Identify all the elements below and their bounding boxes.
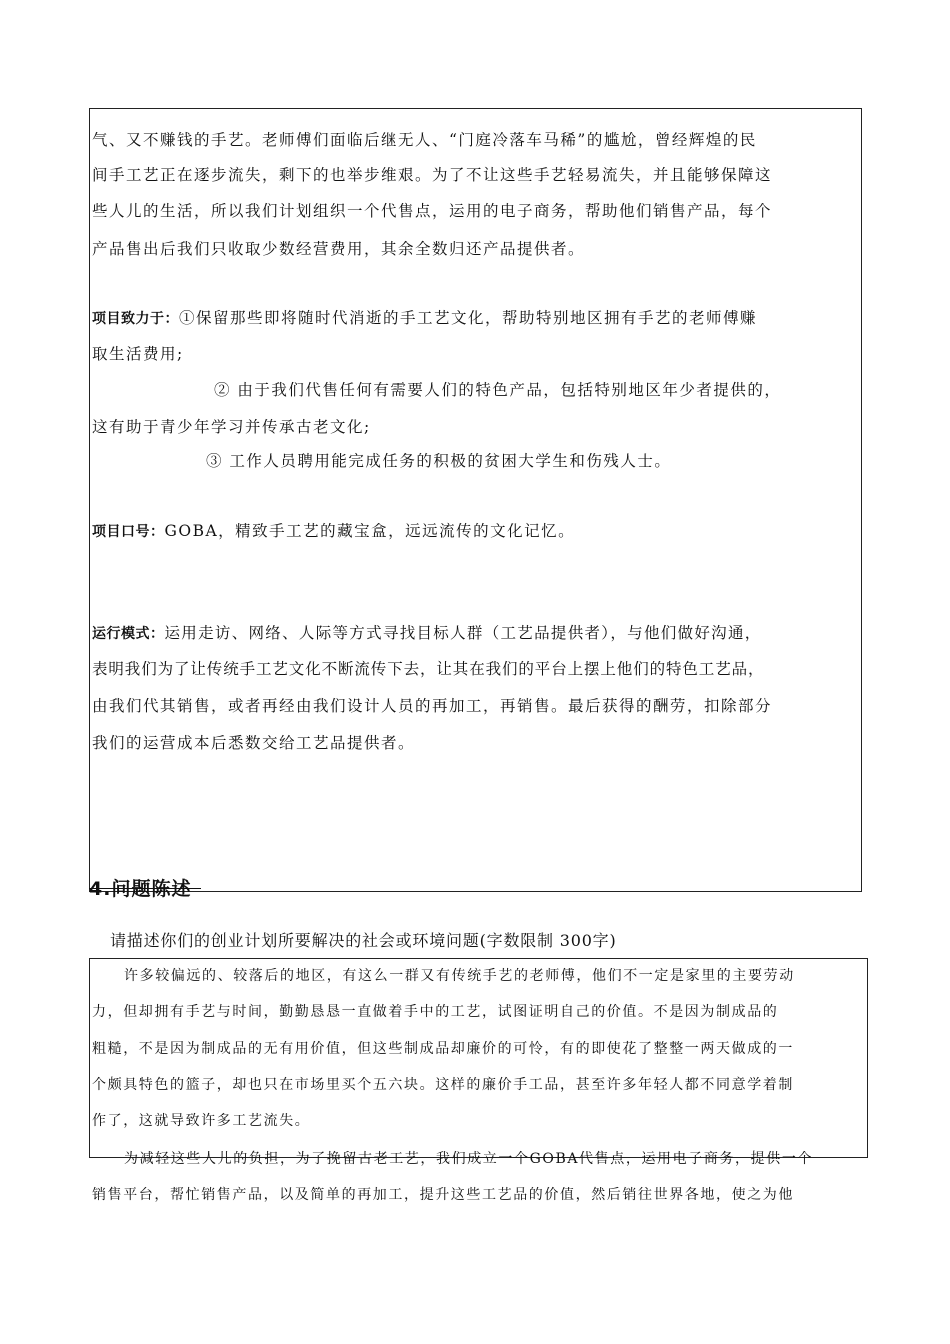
slogan-line [92,521,575,542]
aim-line-2: 取生活费用; [92,345,184,363]
aim-label: 项目致力于： [92,311,179,327]
answer-line-3: 粗糙，不是因为制成品的无有用价值，但这些制成品却廉价的可怜，有的即使花了整整一两天做成的一 [92,1041,794,1057]
aim-line-4: 这有助于青少年学习并传承古老文化; [92,418,371,436]
intro-line-2: 间手工艺正在逐步流失，剩下的也举步维艰。为了不让这些手艺轻易流失，并且能够保障这 [92,166,773,184]
section-prompt: 请描述你们的创业计划所要解决的社会或环境问题(字数限制 300字) [110,931,617,950]
slogan-text: GOBA，精致手工艺的藏宝盒，远远流传的文化记忆。 [164,522,576,540]
answer-line-6: 为减轻这些人儿的负担，为了挽留古老工艺，我们成立一个GOBA代售点，运用电子商务，提供一个 [124,1151,814,1167]
answer-line-4: 个颇具特色的篮子，却也只在市场里买个五六块。这样的廉价手工品，甚至许多年轻人都不同意学着制 [92,1077,794,1093]
intro-line-4: 产品售出后我们只收取少数经营费用，其余全数归还产品提供者。 [92,240,586,258]
intro-line-3: 些人儿的生活，所以我们计划组织一个代售点，运用的电子商务，帮助他们销售产品，每个 [92,202,773,220]
answer-line-1: 许多较偏远的、较落后的地区，有这么一群又有传统手艺的老师傅，他们不一定是家里的主要劳动 [124,968,795,984]
mode-line-3: 由我们代其销售，或者再经由我们设计人员的再加工，再销售。最后获得的酬劳，扣除部分 [92,697,773,715]
project-description-box [89,108,862,892]
aim-line-3: ② 由于我们代售任何有需要人们的特色产品，包括特别地区年少者提供的， [214,381,782,399]
section-heading: 4.问题陈述 [89,878,192,900]
aim-line-5: ③ 工作人员聘用能完成任务的积极的贫困大学生和伤残人士。 [206,452,672,470]
mode-line-1 [92,623,762,644]
mode-text-1: 运用走访、网络、人际等方式寻找目标人群（工艺品提供者），与他们做好沟通， [164,624,762,642]
slogan-label: 项目口号： [92,524,165,540]
aim-line-1 [92,308,757,329]
mode-label: 运行模式： [92,626,165,642]
answer-line-2: 力，但却拥有手艺与时间，勤勤恳恳一直做着手中的工艺，试图证明自己的价值。不是因为制成品的 [92,1004,779,1020]
intro-line-1: 气、又不赚钱的手艺。老师傅们面临后继无人、“门庭冷落车马稀”的尴尬，曾经辉煌的民 [92,131,757,149]
mode-line-2: 表明我们为了让传统手工艺文化不断流传下去，让其在我们的平台上摆上他们的特色工艺品， [92,660,765,678]
answer-line-7: 销售平台，帮忙销售产品，以及简单的再加工，提升这些工艺品的价值，然后销往世界各地，使之为他 [92,1187,794,1203]
answer-line-5: 作了，这就导致许多工艺流失。 [92,1113,311,1129]
heading-strike-rule [89,888,201,889]
mode-line-4: 我们的运营成本后悉数交给工艺品提供者。 [92,734,416,752]
aim-text-1: ①保留那些即将随时代消逝的手工艺文化，帮助特别地区拥有手艺的老师傅赚 [179,309,758,327]
